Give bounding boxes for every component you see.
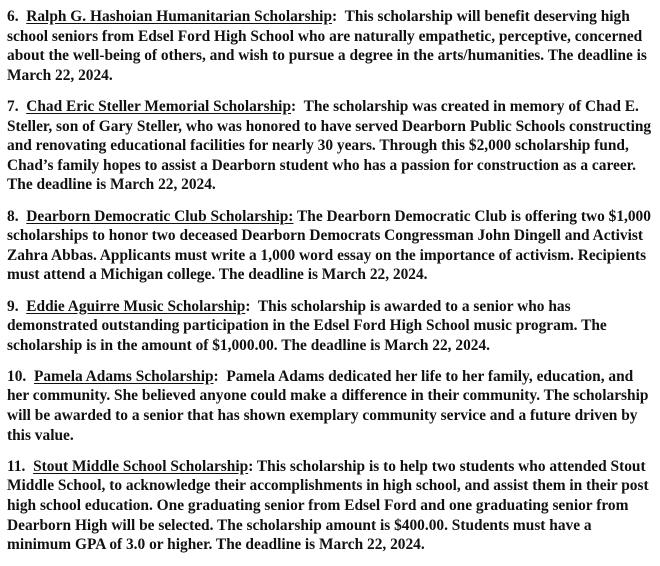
scholarship-name: Pamela Adams Scholarship xyxy=(33,367,214,385)
scholarship-description: This scholarship is to help two students who attended Stout Middle School, to acknowledge their accomplishments in high school, and assist them in their post high school education. One graduating senior from Edsel Ford and one graduating senior from Dearborn High will be selected. The scholarship amount is $400.00. Students must have a minimum GPA of 3.0 or higher. The deadline is March 22, 2024. xyxy=(7,457,649,554)
entry-number: 10. xyxy=(7,367,27,385)
scholarship-entry-9 xyxy=(7,297,653,356)
scholarship-name: Dearborn Democratic Club Scholarship: xyxy=(26,207,294,225)
scholarship-name: Eddie Aguirre Music Scholarship xyxy=(26,297,246,315)
entry-number: 9. xyxy=(7,297,19,315)
scholarship-entry-10 xyxy=(7,367,653,445)
name-separator: : xyxy=(248,457,254,475)
name-separator: : xyxy=(291,97,297,115)
scholarship-entry-11 xyxy=(7,457,653,555)
scholarship-entry-7 xyxy=(7,97,653,195)
name-separator: : xyxy=(245,297,251,315)
scholarship-entry-6 xyxy=(7,7,653,85)
scholarship-description: The Dearborn Democratic Club is offering two $1,000 scholarships to honor two deceased Dearborn Democrats Congressman John Dingell and Activist Zahra Abbas. Applicants must write a 1,000 word essay on the importance of activism. Recipients must attend a Michigan college. The deadline is March 22, 2024. xyxy=(7,207,651,284)
entry-number: 6. xyxy=(7,8,19,25)
scholarship-list xyxy=(7,7,653,566)
scholarship-entry-8 xyxy=(7,207,653,285)
scholarship-name: Stout Middle School Scholarship xyxy=(33,457,249,475)
entry-number: 11. xyxy=(7,457,26,475)
entry-number: 7. xyxy=(7,97,19,115)
entry-number: 8. xyxy=(7,207,19,225)
scholarship-name: Ralph G. Hashoian Humanitarian Scholarship xyxy=(26,8,333,25)
scholarship-description: This scholarship will benefit deserving high school seniors from Edsel Ford High School who are naturally empathetic, perceptive, concerned about the well-being of others, and wish to pursue a degree in the arts/humanities. The deadline is March 22, 2024. xyxy=(7,8,647,84)
name-separator: : xyxy=(332,8,338,25)
scholarship-description: The scholarship was created in memory of Chad E. Steller, son of Gary Steller, who was honored to have served Dearborn Public Schools constructing and renovating educational facilities for nearly 30 years. Through this $2,000 scholarship fund, Chad’s family hopes to assist a Dearborn student who has a passion for construction as a career. The deadline is March 22, 2024. xyxy=(7,97,652,194)
scholarship-description: Pamela Adams dedicated her life to her family, education, and her community. She believed anyone could make a difference in their community. The scholarship will be awarded to a senior that has shown exemplary community service and a future driven by this value. xyxy=(7,367,649,444)
name-separator: : xyxy=(213,367,219,385)
scholarship-description: This scholarship is awarded to a senior who has demonstrated outstanding participation in the Edsel Ford High School music program. The scholarship is in the amount of $1,000.00. The deadline is March 22, 2024. xyxy=(7,297,607,354)
scholarship-name: Chad Eric Steller Memorial Scholarship xyxy=(26,97,292,115)
